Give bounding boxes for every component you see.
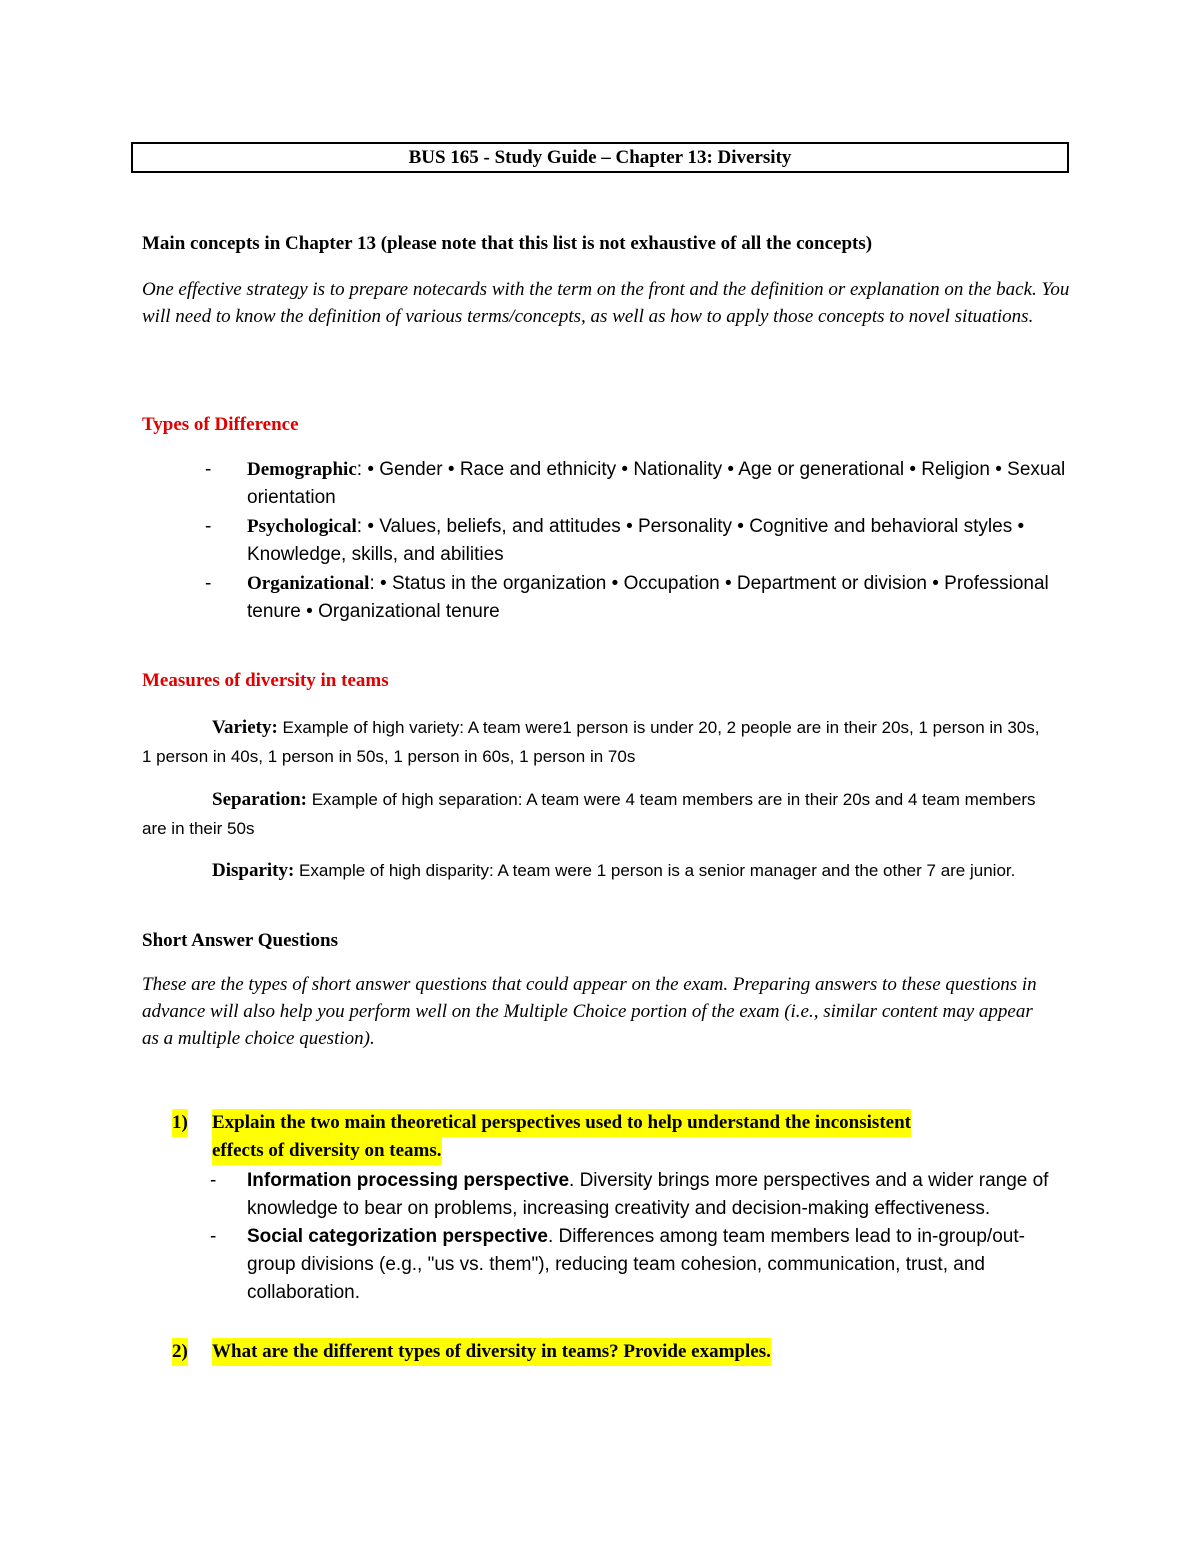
measure-disparity <box>142 856 1052 885</box>
dash-bullet: - <box>210 1226 217 1247</box>
answer-text: . Diversity brings more perspectives and a wider range of knowledge to bear on problems, increasing creativity and decision-making effectiveness. <box>247 1170 1049 1219</box>
term-social-categorization: Social categorization perspective <box>247 1226 548 1247</box>
question-number: 1) <box>172 1109 188 1137</box>
term-separation: Separation: <box>212 789 307 810</box>
list-item <box>205 570 1075 626</box>
types-of-difference-heading: Types of Difference <box>142 414 299 435</box>
list-item <box>210 1223 1050 1307</box>
list-item <box>205 513 1075 569</box>
measure-separation <box>142 785 1052 843</box>
term-variety: Variety: <box>212 717 278 738</box>
list-item <box>210 1167 1050 1223</box>
dash-bullet: - <box>205 516 212 537</box>
document-title: BUS 165 - Study Guide – Chapter 13: Diversity <box>131 142 1069 173</box>
dash-bullet: - <box>210 1170 217 1191</box>
short-answer-intro: These are the types of short answer questions that could appear on the exam. Preparing answers to these questions in advance will also help you perform well on the Multiple Choice portion of the exam (i.e., similar content may appear as a multiple choice question). <box>142 974 1037 1049</box>
term-demographic: Demographic <box>247 459 357 480</box>
question-text-line2: effects of diversity on teams. <box>212 1137 442 1165</box>
item-text: : • Gender • Race and ethnicity • Nationality • Age or generational • Religion • Sexual orientation <box>247 459 1066 508</box>
measure-text: Example of high separation: A team were 4 team members are in their 20s and 4 team members are in their 50s <box>142 790 1036 838</box>
item-text: : • Status in the organization • Occupation • Department or division • Professional tenure • Organizational tenure <box>247 573 1049 622</box>
main-concepts-heading: Main concepts in Chapter 13 (please note that this list is not exhaustive of all the concepts) <box>142 233 873 254</box>
term-psychological: Psychological <box>247 516 357 537</box>
measure-text: Example of high disparity: A team were 1 person is a senior manager and the other 7 are junior. <box>294 861 1016 880</box>
types-of-difference-list <box>205 456 1075 627</box>
measures-heading: Measures of diversity in teams <box>142 670 389 691</box>
short-answer-heading: Short Answer Questions <box>142 930 339 951</box>
answer-text: . Differences among team members lead to in-group/out-group divisions (e.g., "us vs. them"), reducing team cohesion, communication, trust, and collaboration. <box>247 1226 1025 1303</box>
measure-text: Example of high variety: A team were1 person is under 20, 2 people are in their 20s, 1 person in 30s, 1 person in 40s, 1 person in 50s, 1 person in 60s, 1 person in 70s <box>142 718 1040 766</box>
list-item <box>205 456 1075 512</box>
question-number: 2) <box>172 1338 188 1366</box>
question-1-answers <box>210 1167 1050 1307</box>
item-text: : • Values, beliefs, and attitudes • Personality • Cognitive and behavioral styles • Knowledge, skills, and abilities <box>247 516 1025 565</box>
question-text-line1: What are the different types of diversity in teams? Provide examples. <box>212 1338 771 1366</box>
intro-paragraph: One effective strategy is to prepare notecards with the term on the front and the definition or explanation on the back. You will need to know the definition of various terms/concepts, as well as how to apply those concepts to novel situations. <box>142 279 1070 327</box>
measure-variety <box>142 713 1052 771</box>
question-text-line1: Explain the two main theoretical perspectives used to help understand the inconsistent <box>212 1109 911 1137</box>
dash-bullet: - <box>205 459 212 480</box>
term-information-processing: Information processing perspective <box>247 1170 570 1191</box>
dash-bullet: - <box>205 573 212 594</box>
term-disparity: Disparity: <box>212 860 295 881</box>
term-organizational: Organizational <box>247 573 370 594</box>
